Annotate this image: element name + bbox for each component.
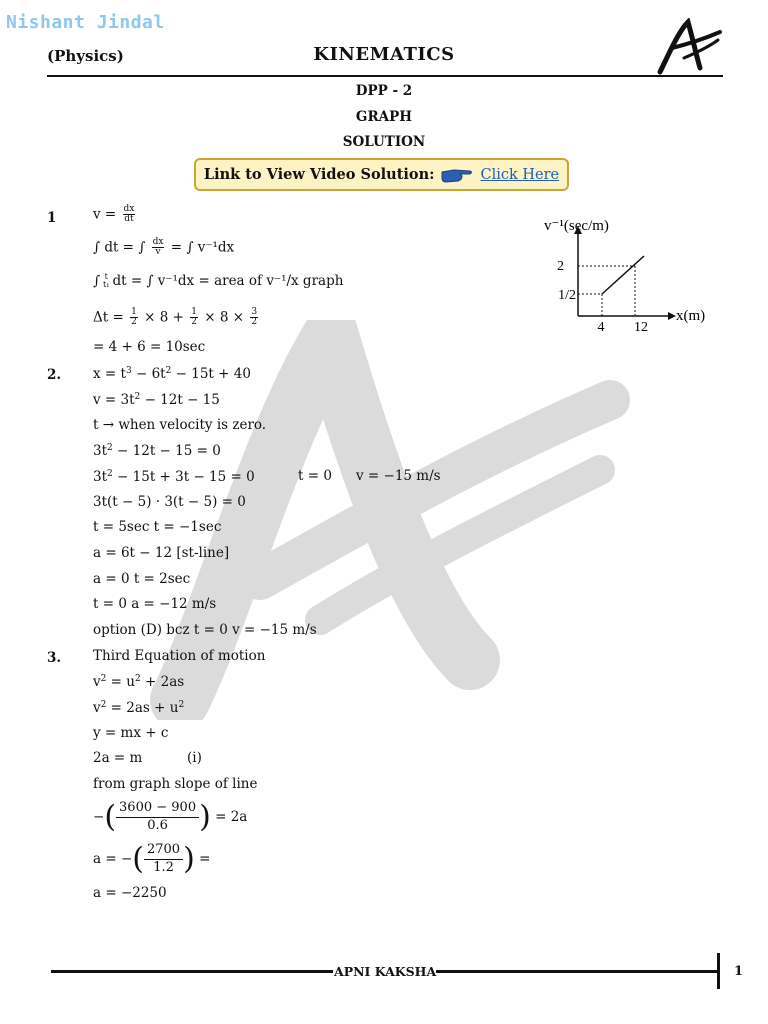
q1-l1-lhs: v = xyxy=(93,206,117,223)
q1-l2-fraction xyxy=(152,238,165,258)
q1-l4-frac2 xyxy=(190,308,198,328)
q1-l4a: Δt = xyxy=(93,309,124,326)
q2-line-1: $x = t^3 - 6t^2 - 15t + 40$ xyxy=(93,366,251,382)
q1-l4-f3-d: 2 xyxy=(251,317,258,328)
q2-line-5: $3t^2 - 15t + 3t - 15 = 0$ xyxy=(93,469,255,485)
q2-line-6: 3t(t − 5) · 3(t − 5) = 0 xyxy=(93,494,246,510)
q1-l2a: ∫ dt = ∫ xyxy=(93,239,146,256)
q2-l5-rest: − 15t + 3t − 15 = 0 xyxy=(117,469,255,485)
apni-kaksha-logo xyxy=(654,18,726,76)
q1-l4c: × 8 × xyxy=(204,309,245,326)
q2-line-5-mid: t = 0 xyxy=(298,468,332,484)
q1-line-1 xyxy=(93,205,137,225)
q1-line-5: = 4 + 6 = 10sec xyxy=(93,339,206,355)
q1-l2-den: v xyxy=(155,247,161,258)
question-number-2: 2. xyxy=(47,367,62,383)
q2-l1-rest: − 6t xyxy=(135,366,166,382)
q3-l7-sign: − xyxy=(93,808,105,825)
subject-label: (Physics) xyxy=(47,47,124,65)
q3-line-6: from graph slope of line xyxy=(93,776,258,792)
q1-l2-num: dx xyxy=(152,237,164,247)
q2-line-8: a = 6t − 12 [st-line] xyxy=(93,545,230,561)
q3-l3-rest: = 2as + u xyxy=(110,700,179,716)
video-solution-box xyxy=(194,158,569,191)
q3-l7-fraction xyxy=(116,800,199,835)
q1-line-2 xyxy=(93,238,234,258)
q2-l4: 3t xyxy=(93,443,108,459)
q1-line-4 xyxy=(93,308,260,328)
page-title: KINEMATICS xyxy=(313,44,455,65)
q1-l3-lower: t₁ xyxy=(103,280,110,290)
q1-l4b: × 8 + xyxy=(144,309,184,326)
q3-line-7: −( $\frac{3600 - 900}{0.6}$ ) = 2a xyxy=(93,799,248,835)
q3-l7-den: 0.6 xyxy=(147,817,168,833)
q3-line-2: $v^2 = u^2 + 2as$ xyxy=(93,674,185,690)
q1-l4-f2-d: 2 xyxy=(191,317,197,328)
y-tick-2: 2 xyxy=(557,259,564,274)
question-number-1: 1 xyxy=(47,210,57,226)
q2-l5: 3t xyxy=(93,469,108,485)
q3-line-1: Third Equation of motion xyxy=(93,648,266,664)
x-axis-arrow xyxy=(668,312,676,320)
q1-l3-integral: ∫ xyxy=(93,272,101,289)
click-here-link[interactable]: Click Here xyxy=(480,166,560,183)
dpp-label: DPP - 2 xyxy=(355,83,413,99)
footer-rule-right xyxy=(436,970,718,973)
q3-line-4: y = mx + c xyxy=(93,725,169,741)
q2-l2-rest: − 12t − 15 xyxy=(144,392,220,408)
footer-vertical-bar xyxy=(717,953,720,989)
q3-line-5-tag: (i) xyxy=(187,750,202,766)
x-axis-label: x(m) xyxy=(676,308,706,324)
q2-line-5-right: v = −15 m/s xyxy=(356,468,441,484)
page-number: 1 xyxy=(734,964,744,979)
q3-line-3: $v^2 = 2as + u^2$ xyxy=(93,700,185,716)
q1-l1-num: dx xyxy=(123,204,135,214)
q3-l3: v xyxy=(93,700,101,716)
doc-type-label: SOLUTION xyxy=(342,134,426,150)
q3-l7-rhs: = 2a xyxy=(215,808,248,825)
q2-l4-rest: − 12t − 15 = 0 xyxy=(117,443,221,459)
q2-l1: x = t xyxy=(93,366,126,382)
q3-l2: v xyxy=(93,674,101,690)
q2-line-3: t → when velocity is zero. xyxy=(93,417,267,433)
q3-l8-den: 1.2 xyxy=(153,859,174,875)
v-inverse-x-graph xyxy=(540,212,740,332)
q3-l2-rest: = u xyxy=(110,674,135,690)
y-axis-label: v⁻¹(sec/m) xyxy=(544,218,609,234)
graph-line xyxy=(602,256,644,294)
q2-line-9: a = 0 t = 2sec xyxy=(93,571,191,587)
q1-l4-f2-n: 1 xyxy=(191,307,197,317)
q1-l4-f3-n: 3 xyxy=(251,307,258,317)
q1-l4-f1-n: 1 xyxy=(131,307,137,317)
q1-l3-limits xyxy=(102,273,110,290)
video-solution-label: Link to View Video Solution: xyxy=(203,166,435,183)
q2-line-2: $v = 3t^2 - 12t - 15$ xyxy=(93,392,220,408)
x-tick-12: 12 xyxy=(634,320,648,332)
q2-l1-rest2: − 15t + 40 xyxy=(175,366,251,382)
q3-l8-fraction xyxy=(144,842,183,877)
q1-l4-frac3 xyxy=(250,308,258,328)
q3-l8-num: 2700 xyxy=(144,842,183,860)
q2-l2: v = 3t xyxy=(93,392,135,408)
q2-line-11: option (D) bcz t = 0 v = −15 m/s xyxy=(93,622,317,638)
q3-l8-rhs: = xyxy=(199,850,211,867)
q3-line-5: 2a = m xyxy=(93,750,143,766)
q1-line-3 xyxy=(93,273,343,290)
footer-brand: APNI KAKSHA xyxy=(334,964,437,979)
q2-line-4: $3t^2 - 12t - 15 = 0$ xyxy=(93,443,221,459)
q3-line-9: a = −2250 xyxy=(93,885,167,901)
q1-l4-frac1 xyxy=(130,308,138,328)
q3-l8-lhs: a = − xyxy=(93,850,133,867)
author-watermark: Nishant Jindal xyxy=(6,12,165,33)
topic-label: GRAPH xyxy=(355,109,413,125)
footer-rule-left xyxy=(51,970,333,973)
q2-line-7: t = 5sec t = −1sec xyxy=(93,519,222,535)
q3-l7-num: 3600 − 900 xyxy=(116,800,199,818)
q1-l1-fraction xyxy=(123,205,136,225)
question-number-3: 3. xyxy=(47,650,62,666)
pointing-hand-icon xyxy=(440,166,474,184)
q1-l4-f1-d: 2 xyxy=(131,317,137,328)
q2-line-10: t = 0 a = −12 m/s xyxy=(93,596,217,612)
q1-l2b: = ∫ v⁻¹dx xyxy=(170,239,235,256)
q3-l2-rest2: + 2as xyxy=(145,674,185,690)
x-tick-4: 4 xyxy=(597,320,605,332)
q3-line-8: a = −( $\frac{2700}{1.2}$ ) = xyxy=(93,841,211,877)
q1-l3-upper: t xyxy=(104,272,108,281)
q1-l3-rest: dt = ∫ v⁻¹dx = area of v⁻¹/x graph xyxy=(112,272,344,289)
y-tick-half: 1/2 xyxy=(558,288,576,303)
q1-l1-den: dt xyxy=(124,214,134,225)
header-rule xyxy=(47,75,723,77)
